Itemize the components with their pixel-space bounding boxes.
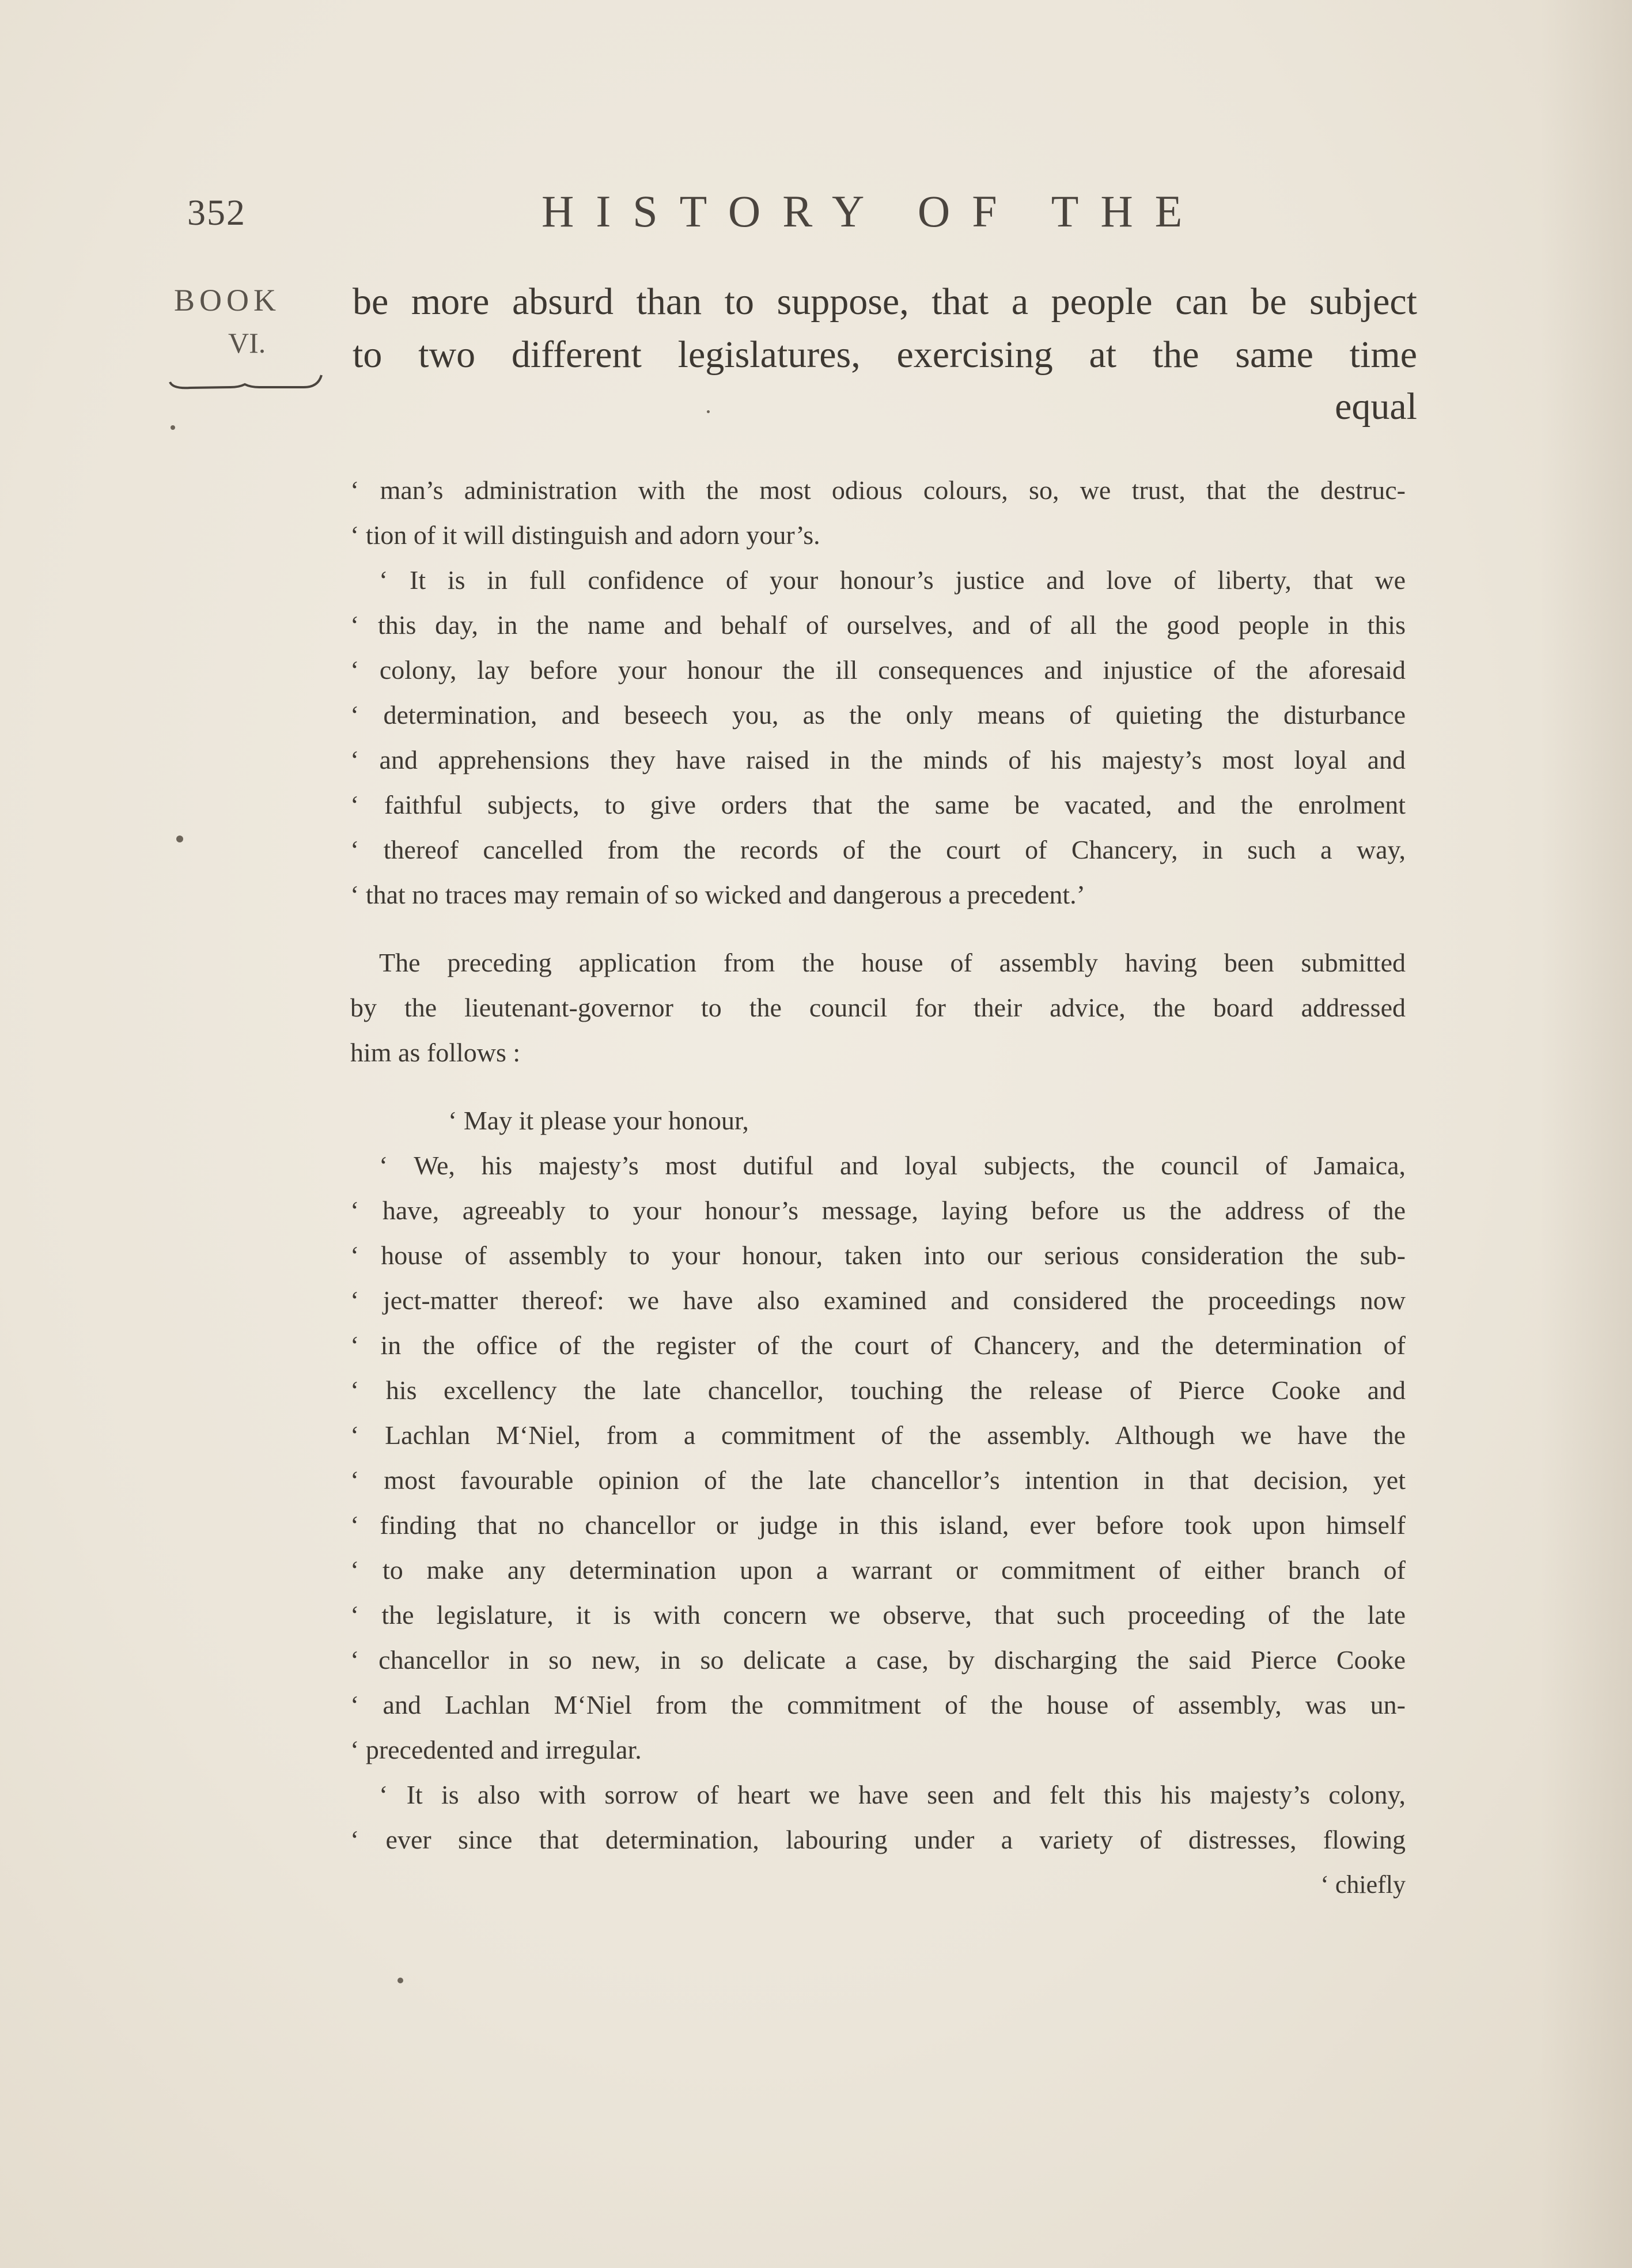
paper-speck [397,1978,403,1983]
margin-volume-label: VI. [228,327,266,359]
address-line: ‘ chancellor in so new, in so delicate a case, by discharging the said Pierce Cooke [350,1645,1406,1674]
address-line: ‘ ject-matter thereof: we have also examined and considered the proceedings now [350,1286,1406,1315]
salutation-line: ‘ May it please your honour, [448,1106,749,1135]
margin-brace-ornament [167,372,328,400]
address-line: ‘ in the office of the register of the court of Chancery, and the determination of [350,1330,1406,1360]
running-title: HISTORY OF THE [542,186,1205,236]
quote-line: ‘ and apprehensions they have raised in the minds of his majesty’s most loyal and [350,745,1406,774]
address-line: ‘ have, agreeably to your honour’s message, laying before us the address of the [350,1196,1406,1225]
paper-speck [171,425,175,430]
address-line: ‘ to make any determination upon a warrant or commitment of either branch of [350,1555,1406,1585]
quote-line: ‘ determination, and beseech you, as the only means of quieting the disturbance [350,700,1406,729]
quote-line: ‘ man’s administration with the most odious colours, so, we trust, that the destruc- [350,475,1406,505]
address-line: ‘ house of assembly to your honour, taken into our serious consideration the sub- [350,1241,1406,1270]
narrative-line: The preceding application from the house of assembly having been submitted [379,948,1406,977]
address-line: ‘ finding that no chancellor or judge in this island, ever before took upon himself [350,1510,1406,1540]
main-text [353,275,1417,433]
quote-line: ‘ faithful subjects, to give orders that the same be vacated, and the enrolment [350,790,1406,819]
address-line: ‘ most favourable opinion of the late chancellor’s intention in that decision, yet [350,1465,1406,1495]
main-text-line: be more absurd than to suppose, that a people can be subject [353,281,1417,323]
gutter-shadow [1540,0,1632,2268]
address-line: ‘ precedented and irregular. [350,1735,642,1764]
quoted-address-block [350,468,1406,1907]
address-line: ‘ Lachlan M‘Niel, from a commitment of the assembly. Although we have the [350,1420,1406,1450]
margin-book-label: BOOK [174,283,281,317]
main-text-line: to two different legislatures, exercising at the same time [353,334,1417,376]
page-number: 352 [187,192,246,233]
quote-line: ‘ this day, in the name and behalf of ourselves, and of all the good people in this [350,610,1406,640]
quote-line: ‘ thereof cancelled from the records of the court of Chancery, in such a way, [350,835,1406,864]
address-line: ‘ and Lachlan M‘Niel from the commitment of the house of assembly, was un- [350,1690,1406,1719]
paragraph-gap [350,917,1406,940]
bottom-catchword: ‘ chiefly [1320,1870,1406,1899]
address-line: ‘ It is also with sorrow of heart we have seen and felt this his majesty’s colony, [379,1780,1406,1809]
margin-note [171,282,326,360]
narrative-line: by the lieutenant-governor to the council for their advice, the board addressed [350,993,1406,1022]
address-line: ‘ We, his majesty’s most dutiful and loyal subjects, the council of Jamaica, [379,1151,1406,1180]
quote-line: ‘ that no traces may remain of so wicked and dangerous a precedent.’ [350,880,1085,909]
paper-speck [176,836,183,842]
quote-line: ‘ tion of it will distinguish and adorn your’s. [350,520,820,550]
main-catchword: equal [1335,385,1417,428]
address-line: ‘ ever since that determination, labouring under a variety of distresses, flowing [350,1825,1406,1854]
paragraph-gap [350,1075,1406,1098]
paper-speck [707,410,710,413]
narrative-line: him as follows : [350,1038,521,1067]
address-line: ‘ the legislature, it is with concern we observe, that such proceeding of the late [350,1600,1406,1630]
quote-line: ‘ It is in full confidence of your honour’s justice and love of liberty, that we [379,565,1406,595]
quote-line: ‘ colony, lay before your honour the ill consequences and injustice of the aforesaid [350,655,1406,685]
address-line: ‘ his excellency the late chancellor, touching the release of Pierce Cooke and [350,1375,1406,1405]
